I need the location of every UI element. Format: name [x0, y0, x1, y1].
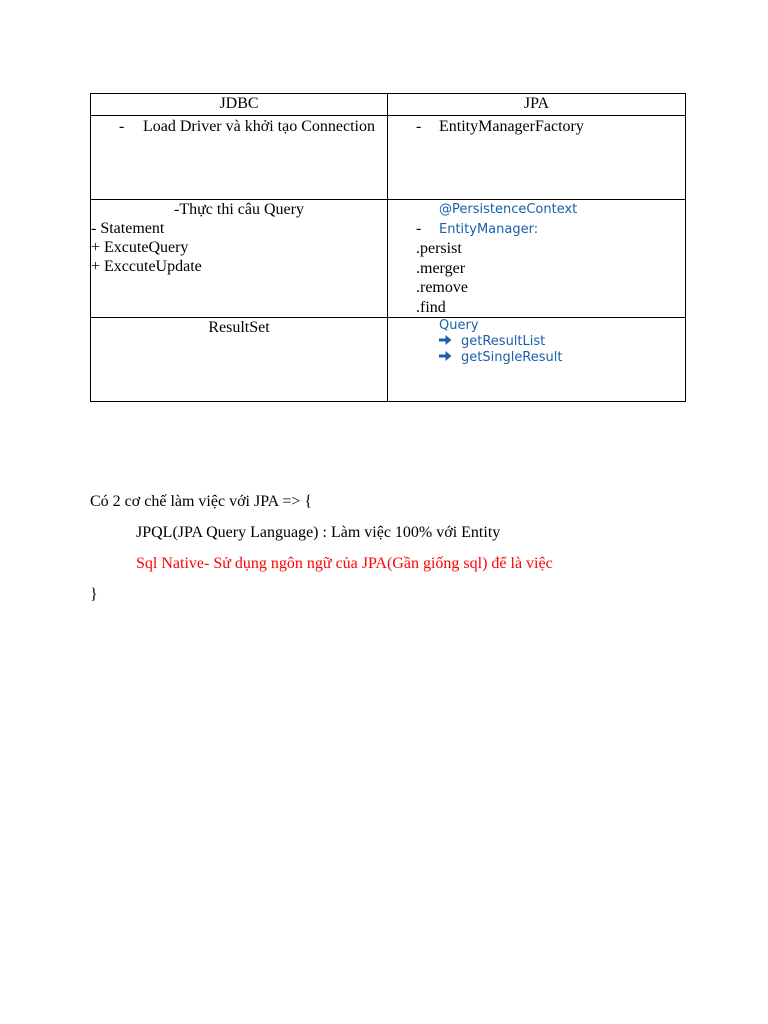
list-item	[388, 116, 685, 136]
method-find: .find	[416, 298, 446, 316]
paragraph-jpa-mechanisms: Có 2 cơ chế làm việc với JPA => {	[90, 493, 313, 510]
list-item	[388, 219, 685, 239]
cell-jpa-factory	[388, 116, 686, 200]
cell-jdbc-connection	[91, 116, 388, 200]
table-row	[91, 318, 686, 402]
method-persist: .persist	[416, 240, 462, 257]
list-item-text: Load Driver và khởi tạo Connection	[143, 118, 375, 135]
query-heading: -Thực thi câu Query	[174, 201, 304, 218]
query-label: Query	[439, 318, 479, 333]
paragraph-jpql: JPQL(JPA Query Language) : Làm việc 100% với Entity	[136, 524, 501, 541]
get-single-result: getSingleResult	[461, 350, 563, 365]
header-jdbc: JDBC	[91, 94, 388, 116]
jdbc-jpa-comparison-table	[90, 93, 686, 402]
entity-manager-label: EntityManager:	[439, 222, 539, 237]
persistence-context-annotation: @PersistenceContext	[439, 202, 578, 217]
list-item-text: EntityManagerFactory	[439, 118, 584, 135]
get-result-list: getResultList	[461, 334, 546, 349]
list-dash: -	[119, 118, 125, 135]
method-merger: .merger	[416, 259, 466, 277]
paragraph-sql-native: Sql Native- Sử dụng ngôn ngữ của JPA(Gần giống sql) để là việc	[136, 555, 553, 572]
cell-jdbc-query	[91, 200, 388, 318]
list-dash: -	[416, 118, 422, 135]
list-item	[388, 334, 685, 350]
arrow-right-icon	[439, 350, 461, 366]
cell-jdbc-resultset: ResultSet	[91, 318, 388, 402]
cell-jpa-query	[388, 318, 686, 402]
list-item	[91, 116, 387, 136]
list-item	[388, 350, 685, 366]
table-row	[91, 116, 686, 200]
list-dash: -	[416, 220, 422, 237]
method-remove: .remove	[416, 279, 468, 296]
statement-line: - Statement	[91, 220, 165, 237]
paragraph-closing-brace: }	[90, 586, 98, 603]
arrow-right-icon	[439, 334, 461, 350]
header-jpa: JPA	[388, 94, 686, 116]
execute-query-line: + ExcuteQuery	[91, 239, 189, 256]
table-header-row	[91, 94, 686, 116]
execute-update-line: + ExccuteUpdate	[91, 258, 202, 275]
cell-jpa-entity-manager	[388, 200, 686, 318]
table-row	[91, 200, 686, 318]
